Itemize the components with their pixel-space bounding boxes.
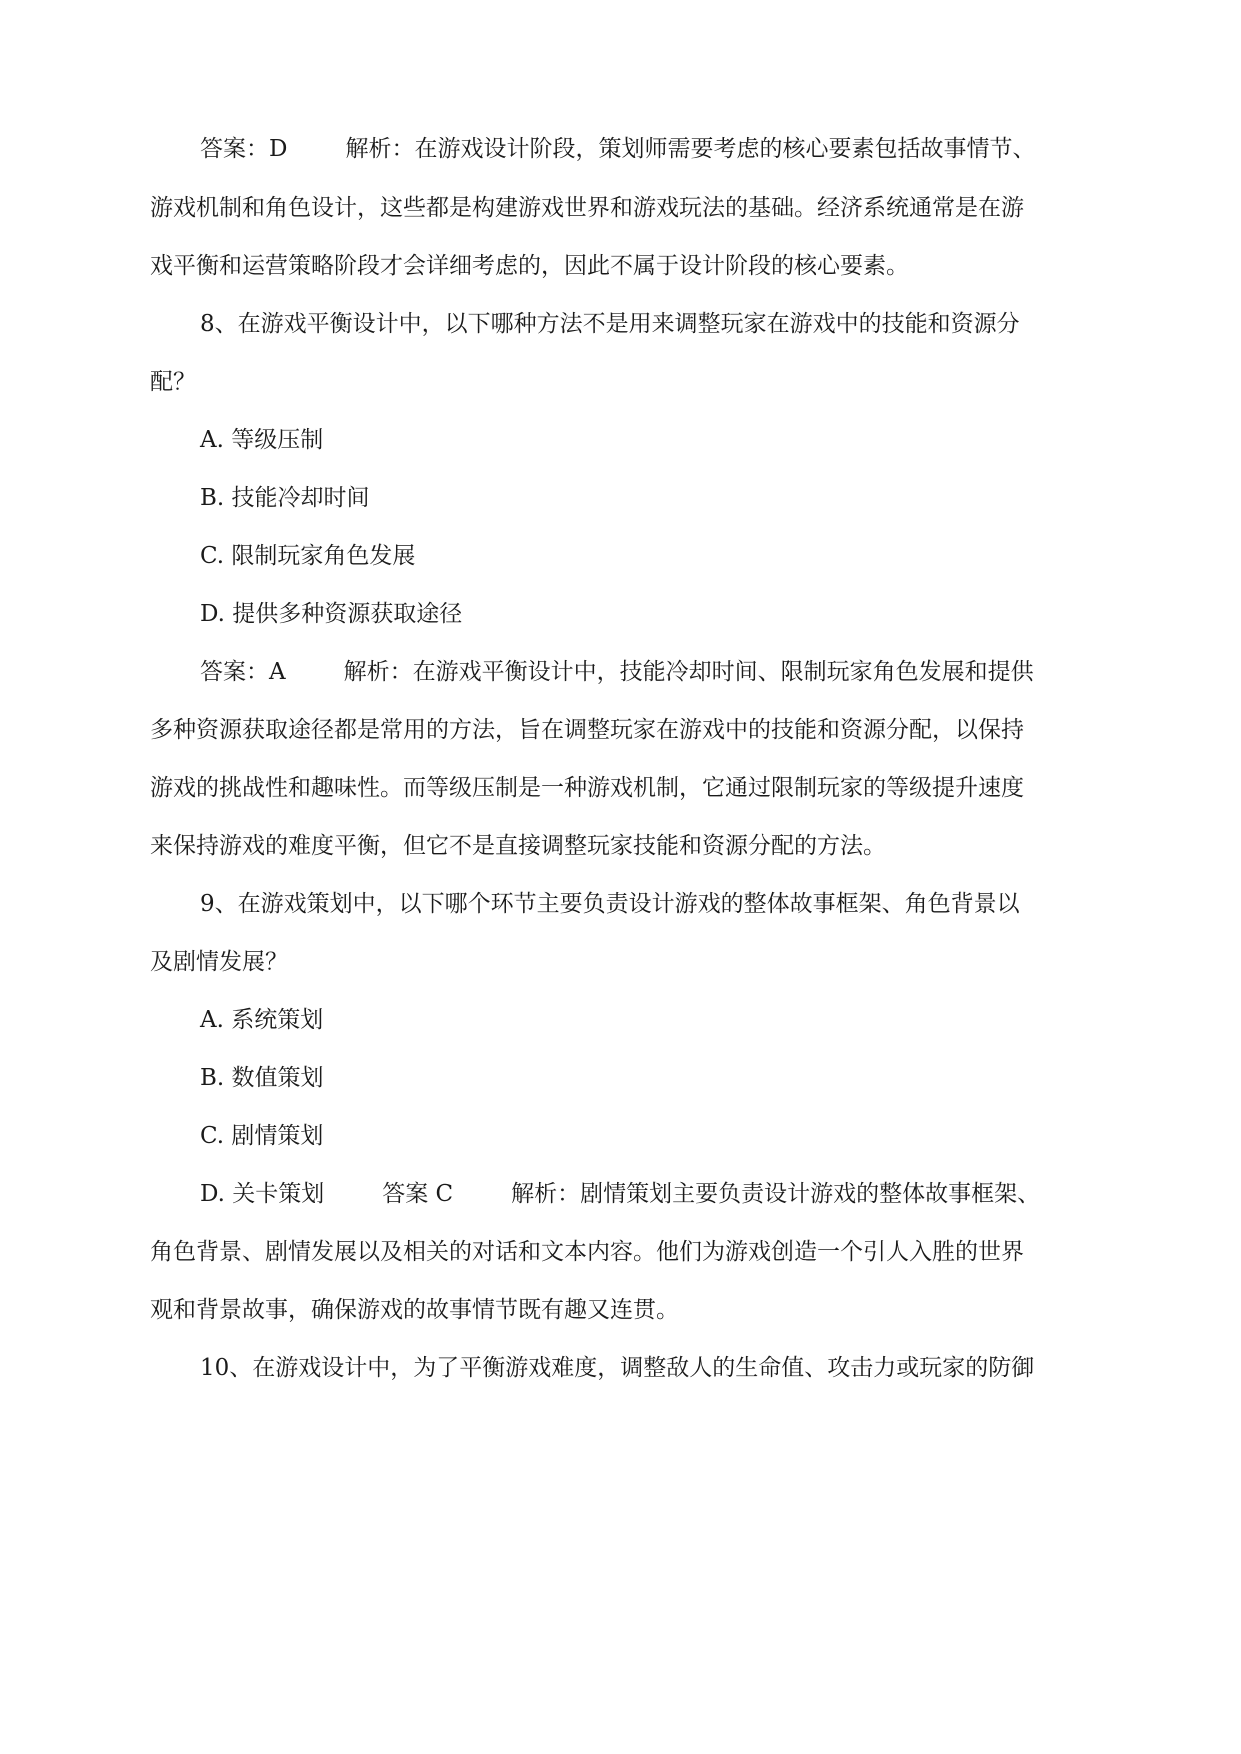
analysis-9-line-1: 解析：剧情策划主要负责设计游戏的整体故事框架、 (511, 1181, 1041, 1207)
answer-8-label: 答案：A (200, 659, 286, 685)
analysis-8-line-3: 游戏的挑战性和趣味性。而等级压制是一种游戏机制，它通过限制玩家的等级提升速度 (150, 775, 1024, 801)
question-9-option-c: C. 剧情策划 (200, 1123, 324, 1149)
question-8-option-d: D. 提供多种资源获取途径 (200, 601, 463, 627)
question-10-stem-line-1: 10、在游戏设计中，为了平衡游戏难度，调整敌人的生命值、攻击力或玩家的防御 (200, 1355, 1035, 1381)
analysis-7-line-3: 戏平衡和运营策略阶段才会详细考虑的，因此不属于设计阶段的核心要素。 (150, 253, 909, 279)
analysis-7-line-1: 解析：在游戏设计阶段，策划师需要考虑的核心要素包括故事情节、 (345, 136, 1036, 162)
analysis-8-line-1: 解析：在游戏平衡设计中，技能冷却时间、限制玩家角色发展和提供 (343, 659, 1034, 685)
analysis-8-line-2: 多种资源获取途径都是常用的方法，旨在调整玩家在游戏中的技能和资源分配，以保持 (150, 717, 1024, 743)
answer-8-line (200, 657, 1034, 687)
question-9-stem-line-1: 9、在游戏策划中，以下哪个环节主要负责设计游戏的整体故事框架、角色背景以 (200, 891, 1020, 917)
answer-7-line (200, 134, 1035, 164)
question-8-option-b: B. 技能冷却时间 (200, 485, 370, 511)
answer-9-label: 答案 C (382, 1181, 454, 1207)
question-9-option-b: B. 数值策划 (200, 1065, 324, 1091)
analysis-9-line-2: 角色背景、剧情发展以及相关的对话和文本内容。他们为游戏创造一个引人入胜的世界 (150, 1239, 1024, 1265)
analysis-7-line-2: 游戏机制和角色设计，这些都是构建游戏世界和游戏玩法的基础。经济系统通常是在游 (150, 195, 1024, 221)
question-9-option-d: D. 关卡策划 (200, 1181, 325, 1207)
question-8-stem-line-2: 配？ (150, 369, 196, 395)
question-9-option-a: A. 系统策划 (200, 1007, 324, 1033)
answer-7-label: 答案：D (200, 136, 288, 162)
analysis-8-line-4: 来保持游戏的难度平衡，但它不是直接调整玩家技能和资源分配的方法。 (150, 833, 886, 859)
question-8-option-a: A. 等级压制 (200, 427, 324, 453)
question-8-stem-line-1: 8、在游戏平衡设计中，以下哪种方法不是用来调整玩家在游戏中的技能和资源分 (200, 311, 1020, 337)
analysis-9-line-3: 观和背景故事，确保游戏的故事情节既有趣又连贯。 (150, 1297, 679, 1323)
question-8-option-c: C. 限制玩家角色发展 (200, 543, 416, 569)
question-9-option-d-line (200, 1179, 1040, 1209)
question-9-stem-line-2: 及剧情发展？ (150, 949, 288, 975)
